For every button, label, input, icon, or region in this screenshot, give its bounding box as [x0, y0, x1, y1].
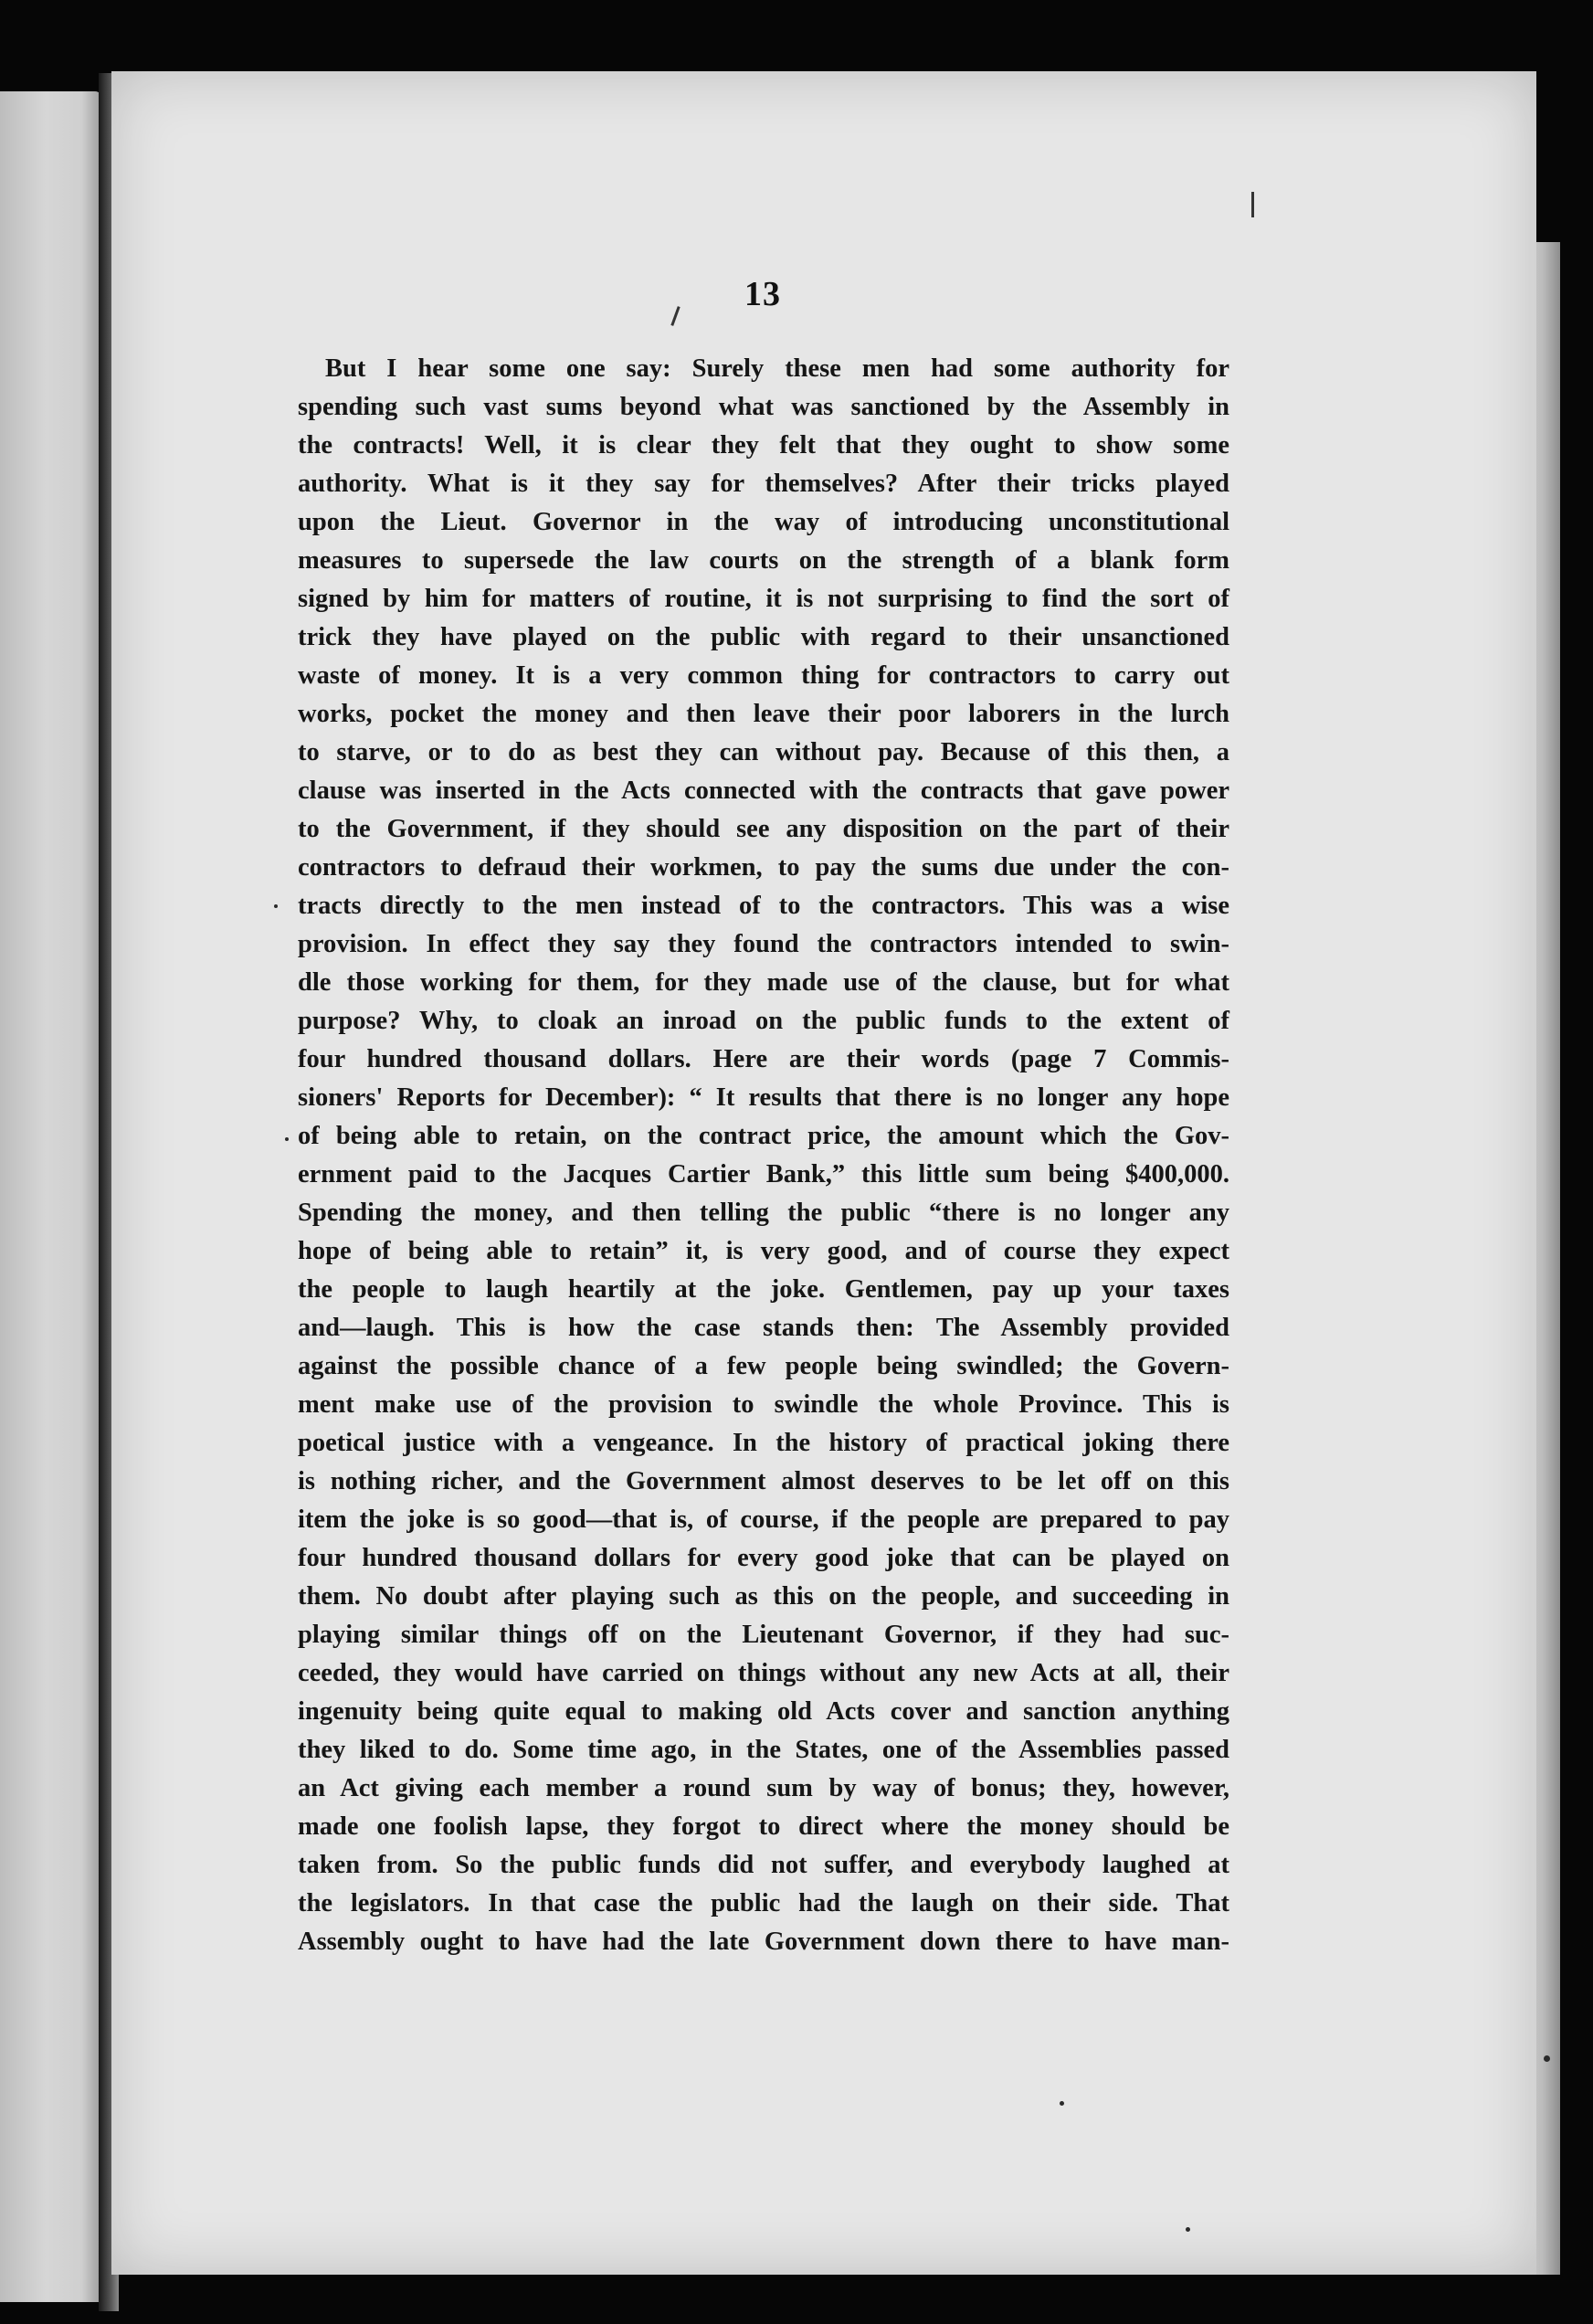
text-line: clause was inserted in the Acts connected with the contracts that gave power — [298, 776, 1229, 805]
text-line: to the Government, if they should see any disposition on the part of their — [298, 815, 1229, 843]
text-line: ment make use of the provision to swindle the whole Province. This is — [298, 1390, 1229, 1419]
text-line: dle those working for them, for they made use of the clause, but for what — [298, 968, 1229, 997]
text-line: an Act giving each member a round sum by way of bonus; they, however, — [298, 1774, 1229, 1802]
text-line: tracts directly to the men instead of to the contractors. This was a wise — [298, 892, 1229, 920]
text-line: the people to laugh heartily at the joke. Gentlemen, pay up your taxes — [298, 1275, 1229, 1304]
text-line: item the joke is so good—that is, of course, if the people are prepared to pay — [298, 1505, 1229, 1534]
text-line: measures to supersede the law courts on the strength of a blank form — [298, 546, 1229, 575]
text-line: to starve, or to do as best they can without pay. Because of this then, a — [298, 738, 1229, 766]
text-line: the legislators. In that case the public had the laugh on their side. That — [298, 1889, 1229, 1917]
text-line: the contracts! Well, it is clear they felt that they ought to show some — [298, 431, 1229, 460]
text-line: trick they have played on the public with regard to their unsanctioned — [298, 623, 1229, 651]
scan-speck — [285, 1137, 289, 1141]
text-line: taken from. So the public funds did not suffer, and everybody laughed at — [298, 1851, 1229, 1879]
text-line: made one foolish lapse, they forgot to direct where the money should be — [298, 1812, 1229, 1841]
text-line: But I hear some one say: Surely these men had some authority for — [325, 354, 1229, 383]
body-text — [298, 350, 1229, 1961]
text-line: poetical justice with a vengeance. In the history of practical joking there — [298, 1429, 1229, 1457]
text-line: Assembly ought to have had the late Government down there to have man- — [298, 1928, 1229, 1956]
text-line: sioners' Reports for December): “ It results that there is no longer any hope — [298, 1083, 1229, 1112]
text-line: spending such vast sums beyond what was sanctioned by the Assembly in — [298, 393, 1229, 421]
text-line: four hundred thousand dollars. Here are their words (page 7 Commis- — [298, 1045, 1229, 1073]
text-line: ernment paid to the Jacques Cartier Bank,” this little sum being $400,000. — [298, 1160, 1229, 1188]
text-line: four hundred thousand dollars for every good joke that can be played on — [298, 1544, 1229, 1572]
text-line: against the possible chance of a few people being swindled; the Govern- — [298, 1352, 1229, 1380]
text-line: signed by him for matters of routine, it is not surprising to find the sort of — [298, 585, 1229, 613]
page-number: 13 — [744, 275, 781, 313]
scan-speck — [274, 904, 278, 908]
scan-speck — [1186, 2227, 1190, 2232]
text-line: and—laugh. This is how the case stands then: The Assembly provided — [298, 1314, 1229, 1342]
text-line: they liked to do. Some time ago, in the States, one of the Assemblies passed — [298, 1736, 1229, 1764]
text-line: works, pocket the money and then leave their poor laborers in the lurch — [298, 700, 1229, 728]
scan-speck — [1060, 2101, 1064, 2106]
text-line: waste of money. It is a very common thing for contractors to carry out — [298, 661, 1229, 690]
text-line: contractors to defraud their workmen, to pay the sums due under the con- — [298, 853, 1229, 882]
text-line: provision. In effect they say they found the contractors intended to swin- — [298, 930, 1229, 958]
text-line: hope of being able to retain” it, is very good, and of course they expect — [298, 1237, 1229, 1265]
text-line: authority. What is it they say for themselves? After their tricks played — [298, 470, 1229, 498]
text-line: purpose? Why, to cloak an inroad on the public funds to the extent of — [298, 1007, 1229, 1035]
text-line: ingenuity being quite equal to making old Acts cover and sanction anything — [298, 1697, 1229, 1726]
text-line: of being able to retain, on the contract price, the amount which the Gov- — [298, 1122, 1229, 1150]
scan-mark — [1251, 192, 1254, 217]
text-line: is nothing richer, and the Government almost deserves to be let off on this — [298, 1467, 1229, 1495]
previous-page-edge — [0, 91, 102, 2302]
text-line: playing similar things off on the Lieutenant Governor, if they had suc- — [298, 1621, 1229, 1649]
text-line: upon the Lieut. Governor in the way of introducing unconstitutional — [298, 508, 1229, 536]
text-line: Spending the money, and then telling the public “there is no longer any — [298, 1199, 1229, 1227]
text-line: them. No doubt after playing such as this on the people, and succeeding in — [298, 1582, 1229, 1611]
scan-speck — [1544, 2055, 1550, 2062]
text-line: ceeded, they would have carried on things without any new Acts at all, their — [298, 1659, 1229, 1687]
